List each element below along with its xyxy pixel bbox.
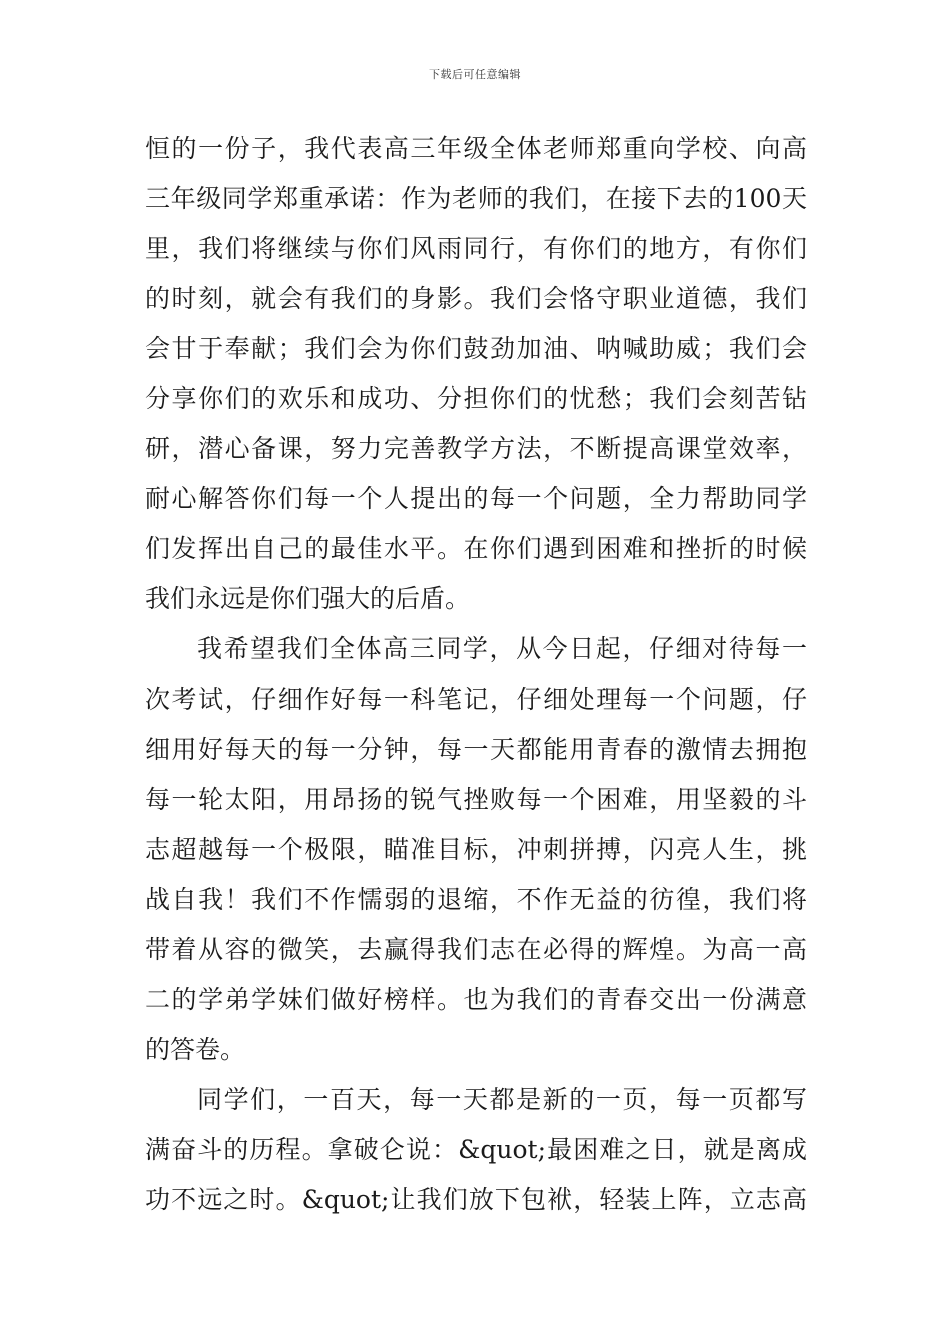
body-line: 志超越每一个极限，瞄准目标，冲刺拼搏，闪亮人生，挑 <box>145 834 807 864</box>
body-line: 恒的一份子，我代表高三年级全体老师郑重向学校、向高 <box>145 134 807 163</box>
body-line: 里，我们将继续与你们风雨同行，有你们的地方，有你们 <box>145 234 807 264</box>
body-line: 的答卷。 <box>145 1034 246 1064</box>
body-line: 次考试，仔细作好每一科笔记，仔细处理每一个问题，仔 <box>145 684 807 714</box>
body-line: 的时刻，就会有我们的身影。我们会恪守职业道德，我们 <box>145 284 807 314</box>
body-line: 分享你们的欢乐和成功、分担你们的忧愁；我们会刻苦钻 <box>145 384 807 414</box>
body-line: 二的学弟学妹们做好榜样。也为我们的青春交出一份满意 <box>145 984 807 1014</box>
body-line: 功不远之时。&quot;让我们放下包袱，轻装上阵，立志高 <box>145 1184 807 1214</box>
body-line: 战自我！我们不作懦弱的退缩，不作无益的彷徨，我们将 <box>145 884 807 914</box>
body-line: 带着从容的微笑，去赢得我们志在必得的辉煌。为高一高 <box>145 934 807 964</box>
document-body <box>145 124 807 1314</box>
body-line: 每一轮太阳，用昂扬的锐气挫败每一个困难，用坚毅的斗 <box>145 784 807 814</box>
body-line: 满奋斗的历程。拿破仑说：&quot;最困难之日，就是离成 <box>145 1134 807 1164</box>
body-line: 们发挥出自己的最佳水平。在你们遇到困难和挫折的时候 <box>145 534 807 564</box>
page-header-note: 下载后可任意编辑 <box>429 68 521 81</box>
body-line: 研，潜心备课，努力完善教学方法，不断提高课堂效率， <box>145 434 807 464</box>
body-line: 耐心解答你们每一个人提出的每一个问题，全力帮助同学 <box>145 484 807 514</box>
body-line: 会甘于奉献；我们会为你们鼓劲加油、呐喊助威；我们会 <box>145 334 807 364</box>
body-line: 我希望我们全体高三同学，从今日起，仔细对待每一 <box>197 634 807 664</box>
body-line: 同学们，一百天，每一天都是新的一页，每一页都写 <box>197 1084 807 1114</box>
body-line: 三年级同学郑重承诺：作为老师的我们，在接下去的100天 <box>145 184 807 214</box>
body-line: 我们永远是你们强大的后盾。 <box>145 584 471 614</box>
body-line: 细用好每天的每一分钟，每一天都能用青春的激情去拥抱 <box>145 734 807 764</box>
